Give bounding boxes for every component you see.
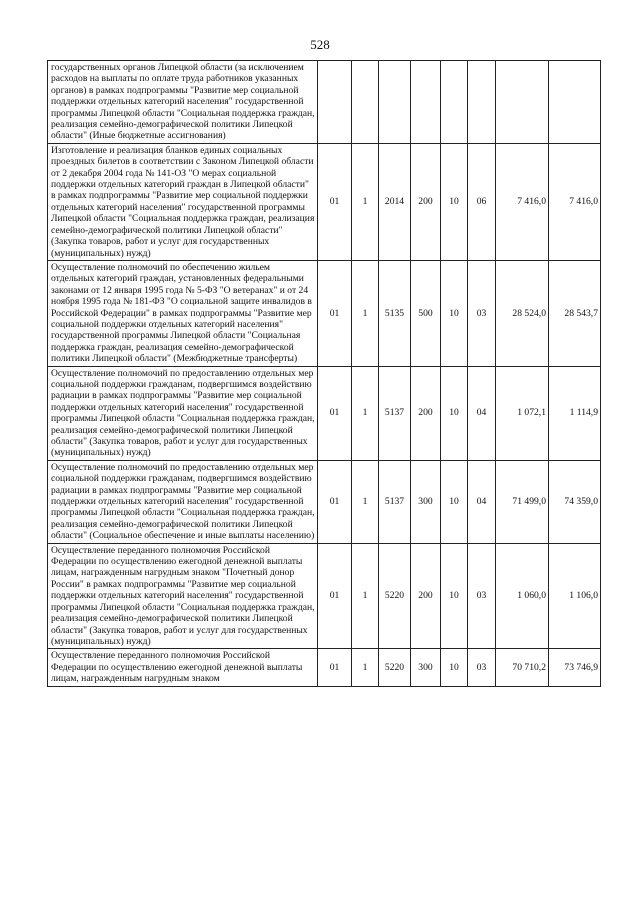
section-code: 10 [441, 143, 468, 260]
program-code: 01 [318, 143, 352, 260]
table-row [48, 143, 601, 260]
amount-year-1: 71 499,0 [496, 460, 549, 543]
subsection-code: 04 [468, 366, 496, 460]
subprogram-code: 1 [352, 460, 379, 543]
subsection-code: 03 [468, 260, 496, 366]
expense-type-code: 500 [411, 260, 441, 366]
program-code: 01 [318, 649, 352, 686]
direction-code: 2014 [379, 143, 411, 260]
subprogram-code: 1 [352, 543, 379, 649]
section-code: 10 [441, 366, 468, 460]
subsection-code: 03 [468, 649, 496, 686]
subprogram-code: 1 [352, 260, 379, 366]
expense-type-code: 200 [411, 143, 441, 260]
expense-type-code: 200 [411, 366, 441, 460]
direction-code: 5135 [379, 260, 411, 366]
amount-year-1: 1 072,1 [496, 366, 549, 460]
program-code: 01 [318, 260, 352, 366]
amount-year-1: 7 416,0 [496, 143, 549, 260]
program-code: 01 [318, 460, 352, 543]
direction-code [379, 61, 411, 144]
row-description: государственных органов Липецкой области (за исключением расходов на выплаты по оплате труда работников указанных органов) в рамках подпрограммы "Развитие мер социальной поддержки отдельных категорий населения" государственной программы Липецкой области "Социальная поддержка граждан, реализация семейно-демографической политики Липецкой области" (Иные бюджетные ассигнования) [48, 61, 318, 144]
section-code: 10 [441, 460, 468, 543]
amount-year-1 [496, 61, 549, 144]
subsection-code: 06 [468, 143, 496, 260]
amount-year-2 [549, 61, 601, 144]
amount-year-1: 70 710,2 [496, 649, 549, 686]
subsection-code [468, 61, 496, 144]
subsection-code: 04 [468, 460, 496, 543]
table-row [48, 649, 601, 686]
table-row [48, 61, 601, 144]
program-code: 01 [318, 543, 352, 649]
subprogram-code: 1 [352, 649, 379, 686]
section-code [441, 61, 468, 144]
page-number: 528 [310, 37, 330, 52]
amount-year-2: 74 359,0 [549, 460, 601, 543]
subsection-code: 03 [468, 543, 496, 649]
direction-code: 5137 [379, 366, 411, 460]
expense-type-code: 300 [411, 649, 441, 686]
direction-code: 5220 [379, 649, 411, 686]
row-description: Осуществление переданного полномочия Российской Федерации по осуществлению ежегодной денежной выплаты лицам, награжденным нагрудным знаком [48, 649, 318, 686]
expense-type-code: 200 [411, 543, 441, 649]
amount-year-1: 28 524,0 [496, 260, 549, 366]
table-row [48, 543, 601, 649]
row-description: Осуществление полномочий по предоставлению отдельных мер социальной поддержки гражданам, подвергшимся воздействию радиации в рамках подпрограммы "Развитие мер социальной поддержки отдельных категорий населения" государственной программы Липецкой области "Социальная поддержка граждан, реализация семейно-демографической политики Липецкой области" (Социальное обеспечение и иные выплаты населению) [48, 460, 318, 543]
direction-code: 5137 [379, 460, 411, 543]
table-row [48, 260, 601, 366]
amount-year-2: 1 114,9 [549, 366, 601, 460]
amount-year-2: 28 543,7 [549, 260, 601, 366]
table-row [48, 460, 601, 543]
subprogram-code [352, 61, 379, 144]
expense-type-code: 300 [411, 460, 441, 543]
direction-code: 5220 [379, 543, 411, 649]
section-code: 10 [441, 543, 468, 649]
section-code: 10 [441, 649, 468, 686]
row-description: Осуществление полномочий по предоставлению отдельных мер социальной поддержки гражданам, подвергшимся воздействию радиации в рамках подпрограммы "Развитие мер социальной поддержки отдельных категорий населения" государственной программы Липецкой области "Социальная поддержка граждан, реализация семейно-демографической политики Липецкой области" (Закупка товаров, работ и услуг для государственных (муниципальных) нужд) [48, 366, 318, 460]
amount-year-2: 7 416,0 [549, 143, 601, 260]
subprogram-code: 1 [352, 366, 379, 460]
section-code: 10 [441, 260, 468, 366]
row-description: Осуществление полномочий по обеспечению жильем отдельных категорий граждан, установленных федеральными законами от 12 января 1995 года № 5-ФЗ "О ветеранах" и от 24 ноября 1995 года № 181-ФЗ "О социальной защите инвалидов в Российской Федерации" в рамках подпрограммы "Развитие мер социальной поддержки отдельных категорий населения" государственной программы Липецкой области "Социальная поддержка граждан, реализация семейно-демографической политики Липецкой области" (Межбюджетные трансферты) [48, 260, 318, 366]
expense-type-code [411, 61, 441, 144]
amount-year-2: 73 746,9 [549, 649, 601, 686]
amount-year-1: 1 060,0 [496, 543, 549, 649]
program-code [318, 61, 352, 144]
amount-year-2: 1 106,0 [549, 543, 601, 649]
program-code: 01 [318, 366, 352, 460]
table-row [48, 366, 601, 460]
subprogram-code: 1 [352, 143, 379, 260]
budget-table [47, 60, 601, 687]
row-description: Изготовление и реализация бланков единых социальных проездных билетов в соответствии с Законом Липецкой области от 2 декабря 2004 года № 141-ОЗ "О мерах социальной поддержки отдельных категорий граждан в Липецкой области" в рамках подпрограммы "Развитие мер социальной поддержки отдельных категорий населения" государственной программы Липецкой области "Социальная поддержка граждан, реализация семейно-демографической политики Липецкой области" (Закупка товаров, работ и услуг для государственных (муниципальных) нужд) [48, 143, 318, 260]
row-description: Осуществление переданного полномочия Российской Федерации по осуществлению ежегодной денежной выплаты лицам, награжденным нагрудным знаком "Почетный донор России" в рамках подпрограммы "Развитие мер социальной поддержки отдельных категорий населения" государственной программы Липецкой области "Социальная поддержка граждан, реализация семейно-демографической политики Липецкой области" (Закупка товаров, работ и услуг для государственных (муниципальных) нужд) [48, 543, 318, 649]
